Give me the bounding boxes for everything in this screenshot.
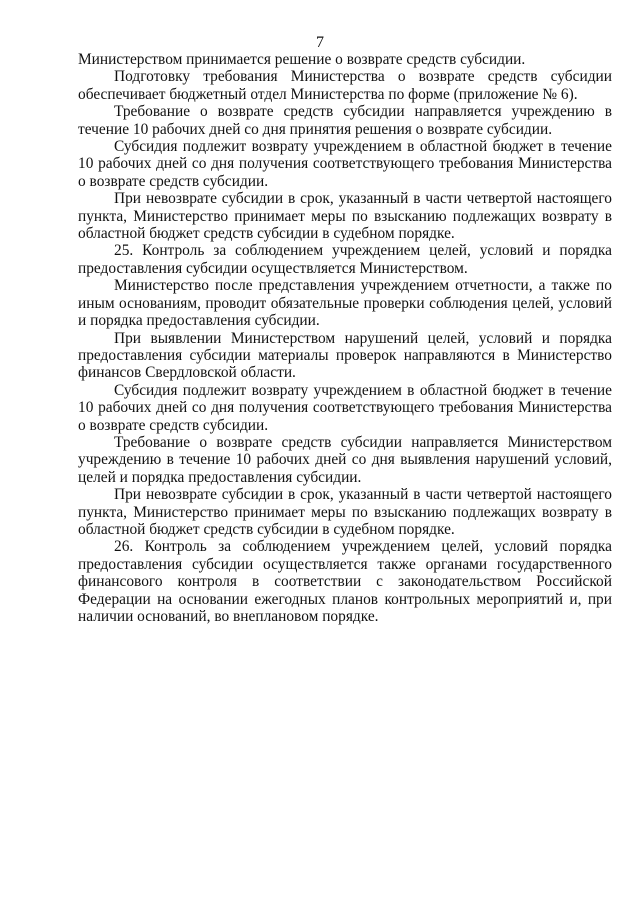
paragraph-clause-26: 26. Контроль за соблюдением учреждением целей, условий порядка предоставления субсидии осуществляется также органами государственного финансового контроля в соответствии с законодательством Российской Федерации на основании ежегодных планов контрольных мероприятий и, при наличии оснований, во внеплановом порядке.: [78, 538, 612, 625]
document-body: [78, 51, 612, 625]
paragraph: Субсидия подлежит возврату учреждением в областной бюджет в течение 10 рабочих дней со дня получения соответствующего требования Министерства о возврате средств субсидии.: [78, 138, 612, 190]
page-number: 7: [316, 34, 324, 51]
paragraph: При выявлении Министерством нарушений целей, условий и порядка предоставления субсидии материалы проверок направляются в Министерство финансов Свердловской области.: [78, 329, 612, 382]
paragraph: Субсидия подлежит возврату учреждением в областной бюджет в течение 10 рабочих дней со дня получения соответствующего требования Министерства о возврате средств субсидии.: [78, 381, 612, 434]
paragraph: Подготовку требования Министерства о возврате средств субсидии обеспечивает бюджетный отдел Министерства по форме (приложение № 6).: [78, 68, 612, 103]
paragraph: Министерством принимается решение о возврате средств субсидии.: [78, 51, 526, 68]
paragraph: Министерство после представления учреждением отчетности, а также по иным основаниям, проводит обязательные проверки соблюдения целей, условий и порядка предоставления субсидии.: [78, 277, 612, 330]
paragraph-clause-25: 25. Контроль за соблюдением учреждением целей, условий и порядка предоставления субсидии осуществляется Министерством.: [78, 242, 612, 277]
paragraph: При невозврате субсидии в срок, указанный в части четвертой настоящего пункта, Министерство принимает меры по взысканию подлежащих возврату в областной бюджет средств субсидии в судебном порядке.: [78, 486, 612, 538]
paragraph: Требование о возврате средств субсидии направляется Министерством учреждению в течение 10 рабочих дней со дня выявления нарушений условий, целей и порядка предоставления субсидии.: [78, 433, 612, 486]
paragraph: Требование о возврате средств субсидии направляется учреждению в течение 10 рабочих дней со дня принятия решения о возврате субсидии.: [78, 103, 612, 138]
paragraph: При невозврате субсидии в срок, указанный в части четвертой настоящего пункта, Министерство принимает меры по взысканию подлежащих возврату в областной бюджет средств субсидии в судебном порядке.: [78, 190, 612, 243]
